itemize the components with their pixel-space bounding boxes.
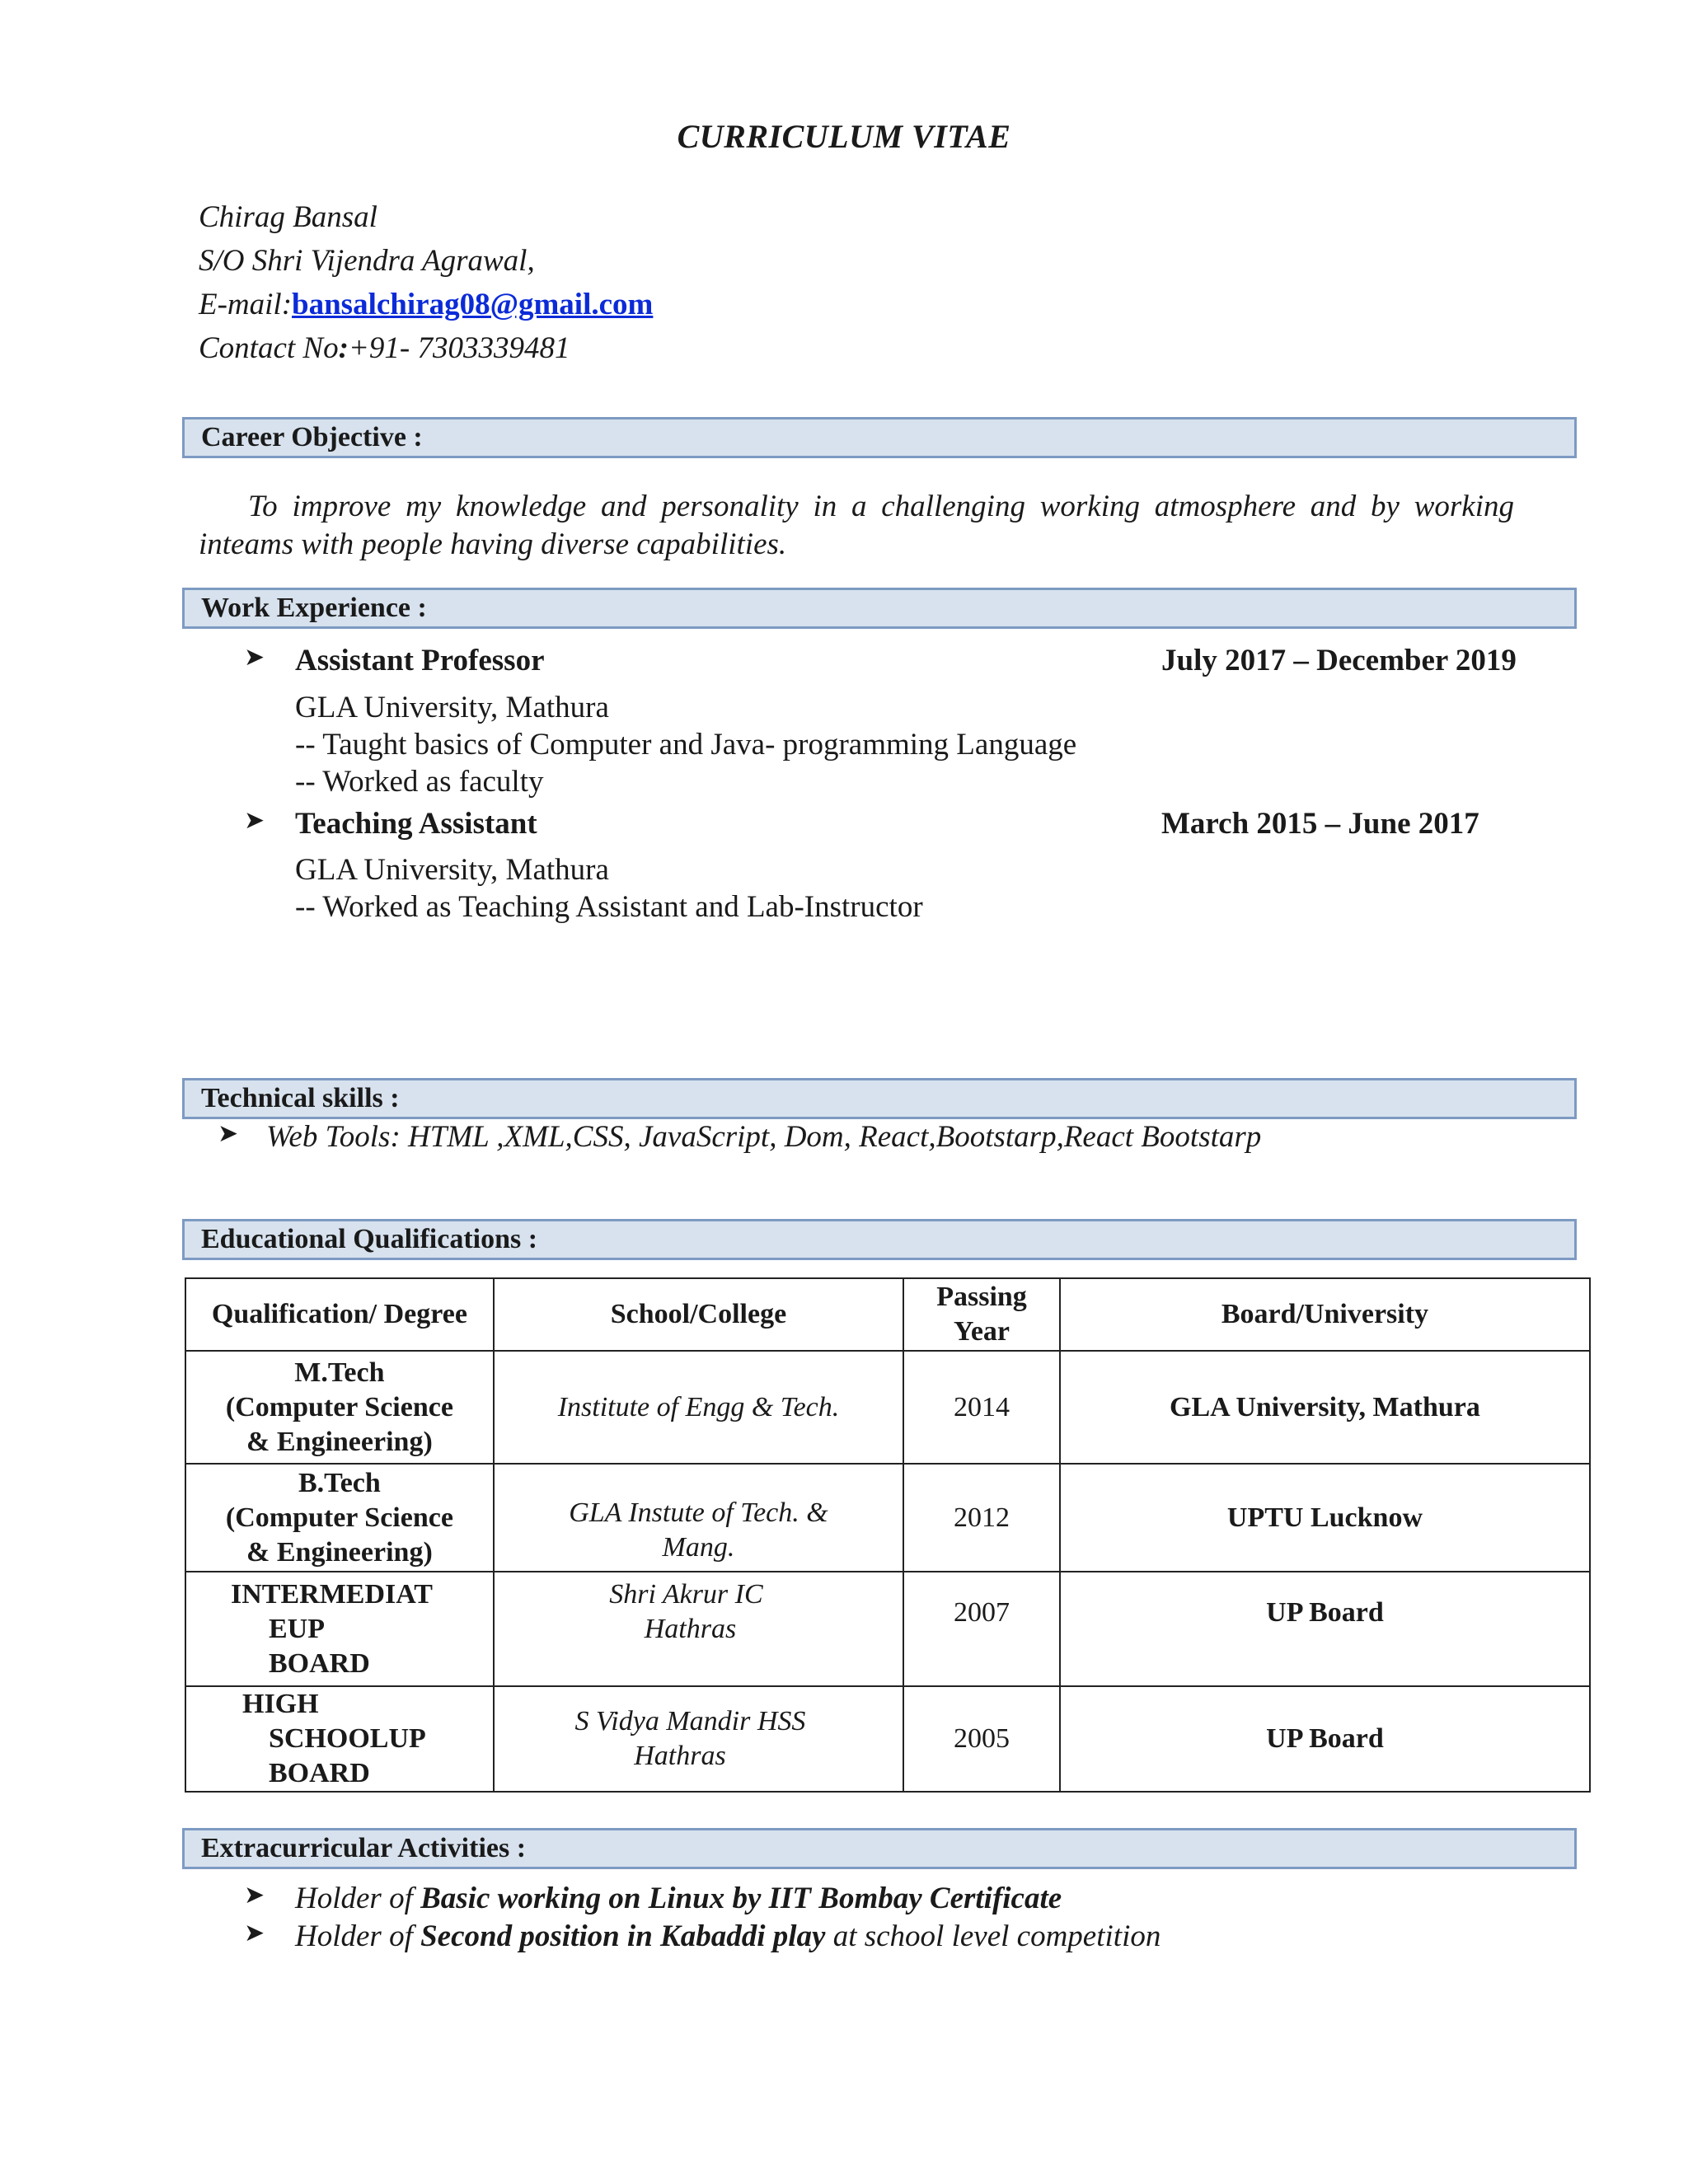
email-link[interactable]: bansalchirag08@gmail.com — [292, 288, 654, 321]
school-cell — [494, 1572, 903, 1686]
job-title: Teaching Assistant — [295, 807, 537, 841]
column-header-passing-year — [903, 1278, 1060, 1351]
activity-text: at school level competition — [825, 1919, 1161, 1953]
skill-bullet — [218, 1119, 238, 1148]
school-line: GLA Instute of Tech. & — [569, 1497, 828, 1528]
column-header-line: Passing — [936, 1282, 1027, 1312]
arrowhead-bullet-icon: ➤ — [244, 806, 265, 835]
relation-line: S/O Shri Vijendra Agrawal, — [199, 244, 535, 278]
year-cell: 2012 — [903, 1464, 1060, 1572]
section-header-career-objective: Career Objective : — [182, 417, 1577, 458]
year-cell: 2005 — [903, 1686, 1060, 1792]
school-line: Institute of Engg & Tech. — [557, 1391, 840, 1422]
qualification-line: BOARD — [269, 1647, 370, 1679]
email-label: E-mail: — [199, 288, 293, 321]
school-line: Hathras — [644, 1614, 737, 1644]
school-line: S Vidya Mandir HSS — [574, 1706, 806, 1736]
activity-item — [295, 1881, 1062, 1916]
arrowhead-bullet-icon: ➤ — [244, 643, 265, 672]
board-cell: GLA University, Mathura — [1060, 1351, 1590, 1464]
section-header-work-experience: Work Experience : — [182, 588, 1577, 629]
table-row — [185, 1351, 1590, 1464]
candidate-name: Chirag Bansal — [199, 200, 377, 234]
qualification-line: B.Tech — [298, 1467, 381, 1498]
activity-highlight: Basic working on Linux by IIT Bombay Certificate — [420, 1882, 1062, 1915]
qualification-cell — [185, 1572, 494, 1686]
page-title: CURRICULUM VITAE — [677, 118, 1011, 155]
school-cell — [494, 1351, 903, 1464]
job-detail: -- Worked as Teaching Assistant and Lab-Instructor — [295, 890, 923, 924]
qualification-cell — [185, 1464, 494, 1572]
job-dates: March 2015 – June 2017 — [1161, 807, 1479, 841]
column-header: Board/University — [1060, 1278, 1590, 1351]
year-cell: 2007 — [903, 1572, 1060, 1686]
job-org: GLA University, Mathura — [295, 853, 609, 887]
school-cell — [494, 1464, 903, 1572]
activity-bullet — [244, 1881, 265, 1910]
qualification-line: EUP — [269, 1613, 325, 1644]
job-detail: -- Taught basics of Computer and Java- programming Language — [295, 728, 1077, 762]
qualification-cell — [185, 1351, 494, 1464]
qualification-line: SCHOOLUP — [269, 1723, 426, 1754]
activity-item — [295, 1919, 1160, 1954]
activity-text: Holder of — [295, 1919, 421, 1953]
section-header-education: Educational Qualifications : — [182, 1219, 1577, 1260]
qualification-line: (Computer Science — [225, 1502, 453, 1533]
school-cell — [494, 1686, 903, 1792]
job-org: GLA University, Mathura — [295, 691, 609, 724]
board-cell: UPTU Lucknow — [1060, 1464, 1590, 1572]
qualification-line: M.Tech — [294, 1357, 385, 1388]
arrowhead-bullet-icon: ➤ — [218, 1119, 239, 1148]
table-row — [185, 1686, 1590, 1792]
table-row — [185, 1572, 1590, 1686]
job-dates: July 2017 – December 2019 — [1161, 644, 1517, 677]
school-line: Shri Akrur IC — [609, 1579, 763, 1610]
column-header: Qualification/ Degree — [185, 1278, 494, 1351]
career-objective-text: To improve my knowledge and personality in a challenging working atmosphere and by working inteams with people having diverse capabilities. — [199, 490, 1514, 561]
board-cell: UP Board — [1060, 1572, 1590, 1686]
contact-block — [199, 195, 653, 370]
phone-colon: : — [338, 331, 349, 365]
qualification-line: & Engineering) — [246, 1426, 433, 1457]
activity-text: Holder of — [295, 1882, 421, 1915]
qualification-line: INTERMEDIAT — [231, 1578, 433, 1610]
column-header-line: Year — [954, 1316, 1010, 1347]
arrowhead-bullet-icon: ➤ — [244, 1919, 265, 1947]
phone-line — [199, 326, 653, 370]
activity-highlight: Second position in Kabaddi play — [420, 1919, 826, 1953]
arrowhead-bullet-icon: ➤ — [244, 1881, 265, 1910]
phone-label: Contact No — [199, 331, 339, 365]
table-row — [185, 1464, 1590, 1572]
table-header-row — [185, 1278, 1590, 1351]
section-header-extracurricular: Extracurricular Activities : — [182, 1828, 1577, 1869]
column-header: School/College — [494, 1278, 903, 1351]
activity-bullet — [244, 1919, 265, 1947]
job-bullet-1 — [244, 643, 265, 672]
school-line: Mang. — [662, 1531, 735, 1563]
qualification-line: BOARD — [269, 1758, 370, 1788]
education-table — [185, 1277, 1591, 1793]
qualification-line: HIGH — [242, 1689, 319, 1719]
qualification-cell — [185, 1686, 494, 1792]
job-bullet-2 — [244, 806, 265, 835]
email-line — [199, 283, 653, 326]
job-detail: -- Worked as faculty — [295, 765, 544, 799]
year-cell: 2014 — [903, 1351, 1060, 1464]
job-title: Assistant Professor — [295, 644, 545, 677]
school-line: Hathras — [634, 1741, 726, 1771]
skill-item: Web Tools: HTML ,XML,CSS, JavaScript, Dom, React,Bootstarp,React Bootstarp — [266, 1120, 1262, 1154]
qualification-line: & Engineering) — [246, 1536, 433, 1568]
phone-number: +91- 7303339481 — [348, 331, 570, 365]
section-header-technical-skills: Technical skills : — [182, 1078, 1577, 1119]
qualification-line: (Computer Science — [225, 1391, 453, 1422]
board-cell: UP Board — [1060, 1686, 1590, 1792]
